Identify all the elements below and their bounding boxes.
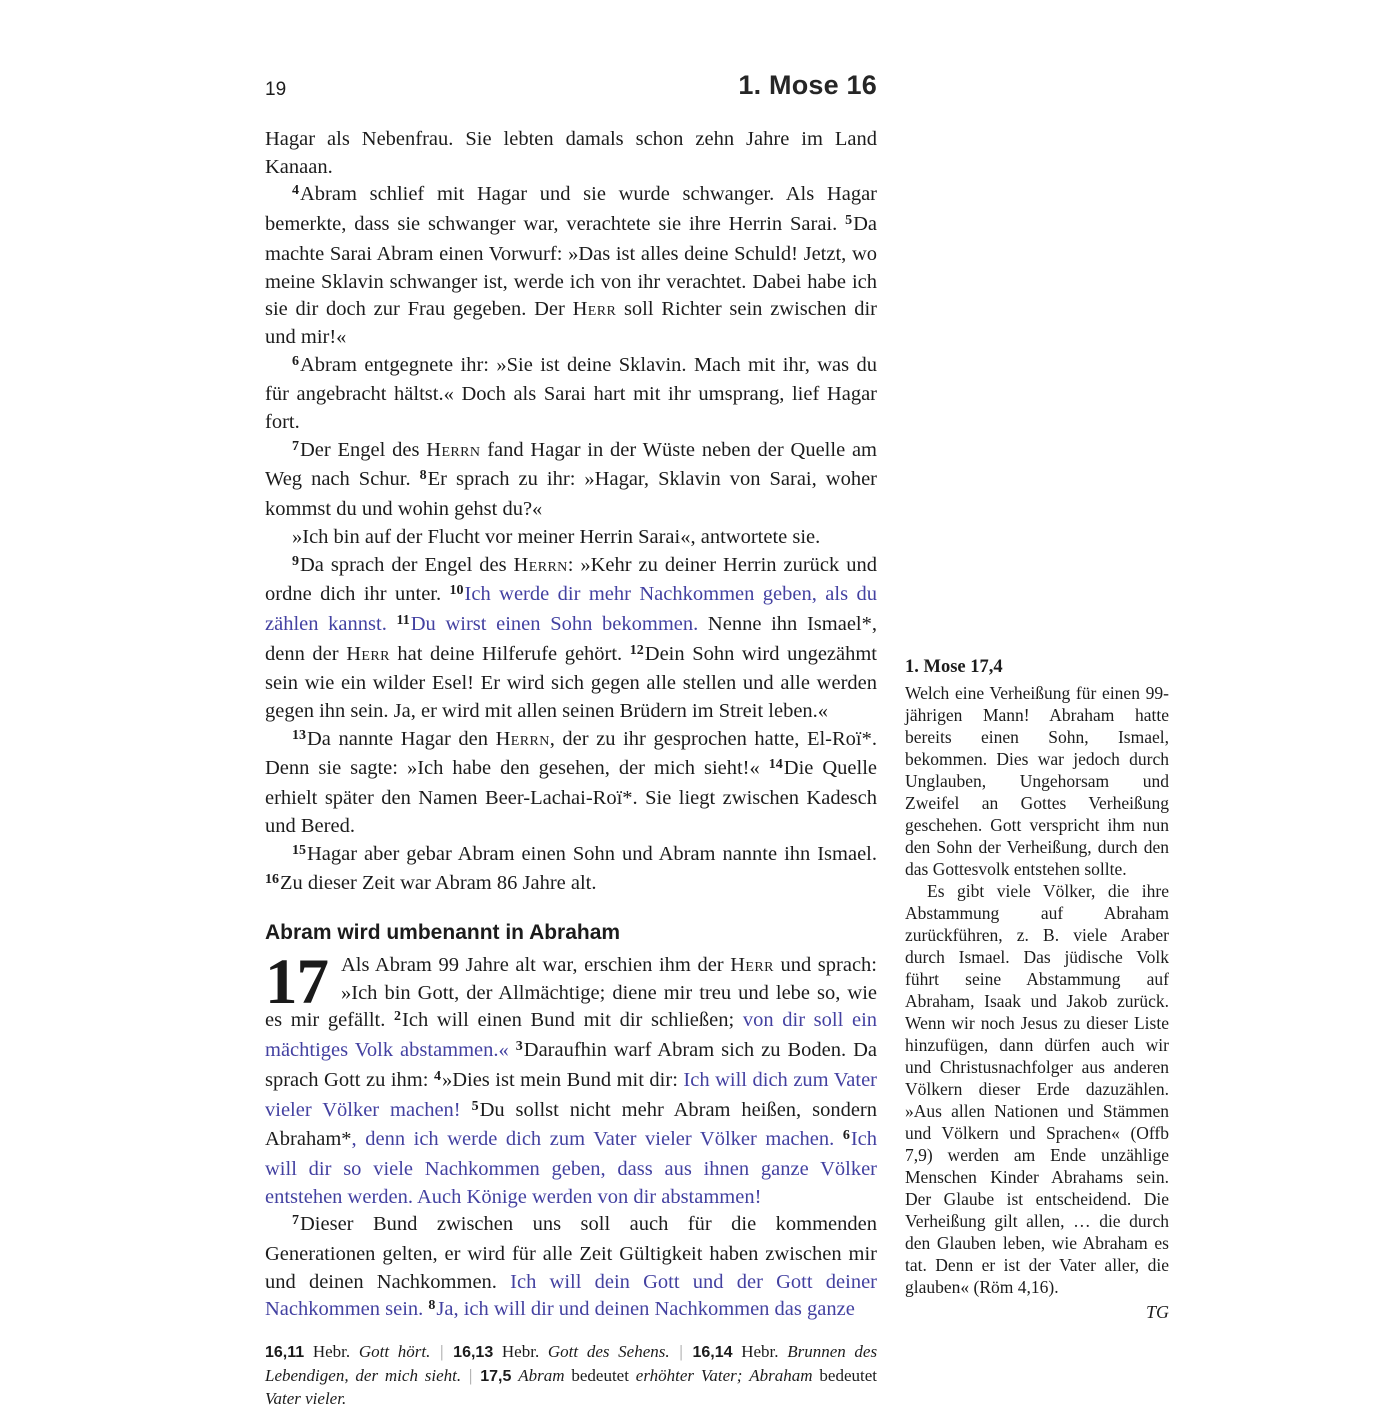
verse-number: 8 (428, 1298, 436, 1314)
verse-number: 4 (433, 1068, 441, 1084)
page-header (265, 70, 877, 101)
verse-number: 7 (292, 1213, 299, 1229)
verse-number: 9 (292, 553, 299, 569)
verse-number: 2 (394, 1009, 402, 1025)
verse-number: 7 (292, 438, 299, 454)
verse-number: 10 (449, 583, 464, 599)
page-number: 19 (265, 79, 287, 100)
footnote-reference: 17,5 (480, 1367, 512, 1385)
verse-paragraph: $^7$Dieser Bund zwischen uns soll auch für die kommenden Generationen gelten, er wird für alle Zeit Gültigkeit haben zwischen mir und deinen Nachkommen. Ich will dein Gott und der Gott deiner Nachkommen sein. $^8$Ja, ich will dir und deinen Nachkommen das ganze (265, 1213, 877, 1321)
italic-term: Abram (518, 1365, 565, 1385)
commentary-body (905, 682, 1169, 1298)
verse-number: 6 (292, 353, 299, 369)
verse-paragraph: $^{15}$Hagar aber gebar Abram einen Sohn und Abram nannte ihn Ismael. $^{16}$Zu dieser Zeit war Abram 86 Jahre alt. (265, 842, 877, 895)
chapter-opening-paragraph: 17 Als Abram 99 Jahre alt war, erschien ihm der Herr und sprach: »Ich bin Gott, der Allmächtige; diene mir treu und lebe so, wie es mir gefällt. $^2$Ich will einen Bund mit dir schließen; von dir soll ein mächtiges Volk abstammen.« $^3$Daraufhin warf Abram sich zu Boden. Da sprach Gott zu ihm: $^4$»Dies ist mein Bund mit dir: Ich will dich zum Vater vieler Völker machen! $^5$Du sollst nicht mehr Abram heißen, sondern Abraham*, denn ich werde dich zum Vater vieler Völker machen. $^6$Ich will dir so viele Nachkommen geben, dass aus ihnen ganze Völker entstehen werden. Auch Könige werden von dir abstammen! (265, 945, 878, 1208)
commentary-author-initials: TG (1145, 1302, 1169, 1322)
highlighted-promise-text: Ich will dir so viele Nachkommen geben, dass aus ihnen ganze Völker entstehen werden. Auch Könige werden von dir abstammen! (265, 1128, 877, 1208)
running-head: 1. Mose 16 (738, 70, 877, 100)
italic-term: Gott hört. (358, 1342, 431, 1362)
section-heading: Abram wird umbenannt in Abraham (265, 920, 621, 944)
scripture-column (265, 70, 877, 1410)
verse-paragraph: $^4$Abram schlief mit Hagar und sie wurde schwanger. Als Hagar bemerkte, dass sie schwanger war, verachtete sie ihre Herrin Sarai. $^5$Da machte Sarai Abram einen Vorwurf: »Das ist alles deine Schuld! Jetzt, wo meine Sklavin schwanger ist, werde ich von ihr verachtet. Dabei habe ich sie dir doch zur Frau gegeben. Der Herr soll Richter sein zwischen dir und mir!« (265, 183, 877, 348)
italic-term: Gott des Sehens. (547, 1342, 670, 1362)
verse-paragraph: »Ich bin auf der Flucht vor meiner Herrin Sarai«, antwortete sie. (292, 525, 821, 548)
footnote-reference: 16,14 (692, 1344, 733, 1362)
footnote-separator: | (440, 1342, 444, 1362)
verse-number: 14 (768, 757, 783, 773)
highlighted-promise-text: Ich will dein Gott und der Gott deiner Nachkommen sein. (265, 1270, 877, 1321)
highlighted-promise-text: , denn ich werde dich zum Vater vieler Völker machen. (351, 1128, 843, 1151)
verse-number: 5 (845, 213, 853, 229)
highlighted-promise-text: Ja, ich will dir und deinen Nachkommen das ganze (436, 1298, 855, 1321)
verse-paragraph: $^7$Der Engel des Herrn fand Hagar in der Wüste neben der Quelle am Weg nach Schur. $^8$Er sprach zu ihr: »Hagar, Sklavin von Sarai, woher kommst du und wohin gehst du?« (265, 438, 878, 521)
divine-name-smallcaps: Herr (346, 642, 390, 665)
divine-name-smallcaps: Herrn (495, 727, 550, 750)
footnote-text: 16,11 Hebr. Gott hört. | 16,13 Hebr. Gott des Sehens. | 16,14 Hebr. Brunnen des Lebendigen, der mich sieht. | 17,5 Abram bedeutet erhöhter Vater; Abraham bedeutet Vater vieler. (265, 1342, 878, 1408)
italic-term: Abraham (749, 1365, 813, 1385)
commentary-heading: 1. Mose 17,4 (905, 657, 1003, 677)
verse-number: 3 (515, 1039, 523, 1055)
footnote-separator: | (469, 1365, 473, 1385)
italic-term: Vater vieler. (265, 1388, 347, 1408)
verse-paragraph: $^9$Da sprach der Engel des Herrn: »Kehr zu deiner Herrin zurück und ordne dich ihr unter. $^{10}$Ich werde dir mehr Nachkommen geben, als du zählen kannst. $^{11}$Du wirst einen Sohn bekommen. Nenne ihn Ismael*, denn der Herr hat deine Hilferufe gehört. $^{12}$Dein Sohn wird ungezähmt sein wie ein wilder Esel! Er wird sich gegen alle stellen und alle werden gegen ihn sein. Ja, er wird mit allen seinen Brüdern im Streit leben.« (265, 553, 878, 723)
bible-text (265, 126, 877, 1326)
verse-paragraph: $^{13}$Da nannte Hagar den Herrn, der zu ihr gesprochen hatte, El-Roï*. Denn sie sagte: »Ich habe den gesehen, der mich sieht!« $^{14}$Die Quelle erhielt später den Namen Beer-Lachai-Roï*. Sie liegt zwischen Kadesch und Bered. (265, 727, 878, 837)
verse-number: 13 (292, 727, 306, 743)
verse-number: 4 (292, 183, 299, 199)
commentary-paragraph: Es gibt viele Völker, die ihre Abstammung auf Abraham zurückführen, z. B. viele Araber durch Ismael. Das jüdische Volk führt seine Abstammung auf Abraham, Isaak und Jakob zurück. Wenn wir noch Jesus zu dieser Liste hinzufügen, dann dürfen auch wir und Christusnachfolger aus anderen Völkern dieser Erde dazuzählen. »Aus allen Nationen und Stämmen und Völkern und Sprachen« (Offb 7,9) werden am Ende unzählige Menschen Kinder Abrahams sein. Der Glaube ist entscheidend. Die Verheißung gilt allen, … die durch den Glauben leben, wie Abraham es tat. Denn er ist der Vater aller, die glauben« (Röm 4,16). (905, 881, 1169, 1297)
verse-number: 11 (396, 612, 410, 628)
chapter-number: 17 (265, 945, 328, 1018)
highlighted-promise-text: Ich will dich zum Vater vieler Völker machen! (265, 1068, 877, 1121)
divine-name-smallcaps: Herrn (513, 553, 568, 576)
verse-paragraph: Hagar als Nebenfrau. Sie lebten damals schon zehn Jahre im Land Kanaan. (265, 128, 877, 178)
commentary-sidebar (905, 656, 1169, 1323)
italic-term: Brunnen des Lebendigen, der mich sieht. (265, 1342, 878, 1385)
verse-number: 12 (629, 642, 644, 658)
divine-name-smallcaps: Herr (572, 298, 617, 321)
commentary-paragraph: Welch eine Verheißung für einen 99-jährigen Mann! Abraham hatte bereits einen Sohn, Ismael, bekommen. Dies war jedoch durch Unglauben, Ungehorsam und Zweifel an Gottes Verheißung geschehen. Gott verspricht ihm nun den Sohn der Verheißung, durch den das Gottesvolk entstehen sollte. (905, 683, 1169, 879)
footnote-reference: 16,13 (453, 1344, 494, 1362)
divine-name-smallcaps: Herr (730, 953, 774, 976)
footnote-reference: 16,11 (265, 1344, 305, 1362)
divine-name-smallcaps: Herrn (426, 438, 481, 461)
verse-number: 8 (419, 468, 427, 484)
footnote-separator: | (679, 1342, 683, 1362)
highlighted-promise-text: Ich werde dir mehr Nachkommen geben, als du zählen kannst. (265, 583, 877, 635)
verse-number: 16 (265, 872, 279, 888)
verse-number: 6 (842, 1128, 850, 1144)
highlighted-promise-text: Du wirst einen Sohn bekommen. (410, 612, 699, 635)
italic-term: erhöhter Vater; (635, 1365, 743, 1385)
verse-number: 5 (471, 1098, 479, 1114)
verse-paragraph: $^6$Abram entgegnete ihr: »Sie ist deine Sklavin. Mach mit ihr, was du für angebracht hältst.« Doch als Sarai hart mit ihr umsprang, lief Hagar fort. (265, 353, 877, 434)
highlighted-promise-text: von dir soll ein mächtiges Volk abstammen.« (265, 1009, 878, 1062)
verse-number: 15 (292, 842, 306, 858)
